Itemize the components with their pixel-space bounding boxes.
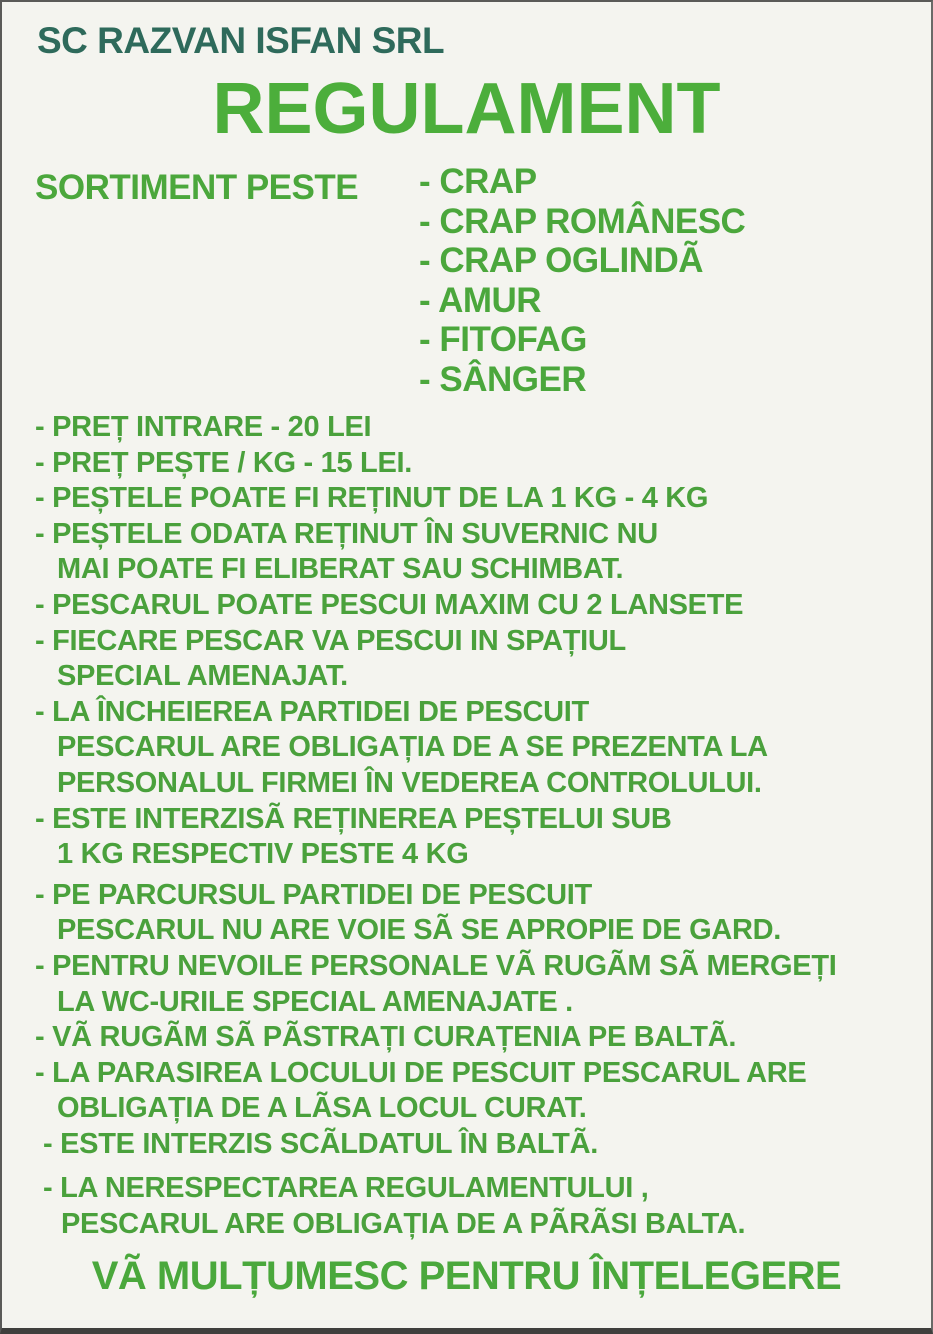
fish-item: - CRAP ROMÂNESC [419,201,746,241]
rule-line: - VÃ RUGÃM SÃ PÃSTRAȚI CURAȚENIA PE BALTÃ. [35,1021,737,1054]
fish-item: - CRAP [419,162,537,201]
rule-line: - PESCARUL POATE PESCUI MAXIM CU 2 LANSETE [35,588,744,621]
fish-assortment-label: SORTIMENT PESTE [35,168,359,207]
rule-line: - LA PARASIREA LOCULUI DE PESCUIT PESCARUL ARE [35,1056,807,1089]
rule-line: PERSONALUL FIRMEI ÎN VEDEREA CONTROLULUI. [57,766,762,799]
rule-line: - LA NERESPECTAREA REGULAMENTULUI , [43,1172,649,1205]
rule-line: MAI POATE FI ELIBERAT SAU SCHIMBAT. [57,553,624,586]
rules-list [35,410,915,1243]
rule-line: PESCARUL ARE OBLIGAȚIA DE A PÃRÃSI BALTA. [61,1208,746,1241]
fish-item: - SÂNGER [419,359,587,399]
rule-line: - PREȚ INTRARE - 20 LEI [35,411,372,443]
rule-line: - PEȘTELE POATE FI REȚINUT DE LA 1 KG - 4 KG [35,482,709,515]
rule-line: 1 KG RESPECTIV PESTE 4 KG [57,838,469,871]
fish-item: - FITOFAG [419,320,587,359]
fish-list [419,162,745,399]
fish-item: - CRAP OGLINDÃ [419,241,704,280]
rule-line: - PENTRU NEVOILE PERSONALE VÃ RUGÃM SÃ MERGEȚI [35,949,837,982]
rule-line: PESCARUL ARE OBLIGAȚIA DE A SE PREZENTA LA [57,731,768,764]
rule-line: - PEȘTELE ODATA REȚINUT ÎN SUVERNIC NU [35,517,658,550]
fish-item: - AMUR [419,280,542,320]
poster-title: REGULAMENT [212,69,721,149]
rule-line: - FIECARE PESCAR VA PESCUI IN SPAȚIUL [35,624,626,657]
rule-line: SPECIAL AMENAJAT. [57,660,348,693]
rule-line: - LA ÎNCHEIEREA PARTIDEI DE PESCUIT [35,695,589,728]
rule-line: PESCARUL NU ARE VOIE SÃ SE APROPIE DE GARD. [57,914,782,947]
closing-message: VÃ MULȚUMESC PENTRU ÎNȚELEGERE [91,1254,842,1298]
rule-line: - PE PARCURSUL PARTIDEI DE PESCUIT [35,878,592,911]
rule-line: OBLIGAȚIA DE A LÃSA LOCUL CURAT. [57,1092,587,1125]
rule-line: LA WC-URILE SPECIAL AMENAJATE . [57,985,573,1018]
rule-line: - ESTE INTERZIS SCÃLDATUL ÎN BALTÃ. [43,1127,598,1160]
rule-line: - ESTE INTERZISÃ REȚINEREA PEȘTELUI SUB [35,802,672,835]
company-name: SC RAZVAN ISFAN SRL [37,20,445,61]
rule-line: - PREȚ PEȘTE / KG - 15 LEI. [35,446,413,479]
